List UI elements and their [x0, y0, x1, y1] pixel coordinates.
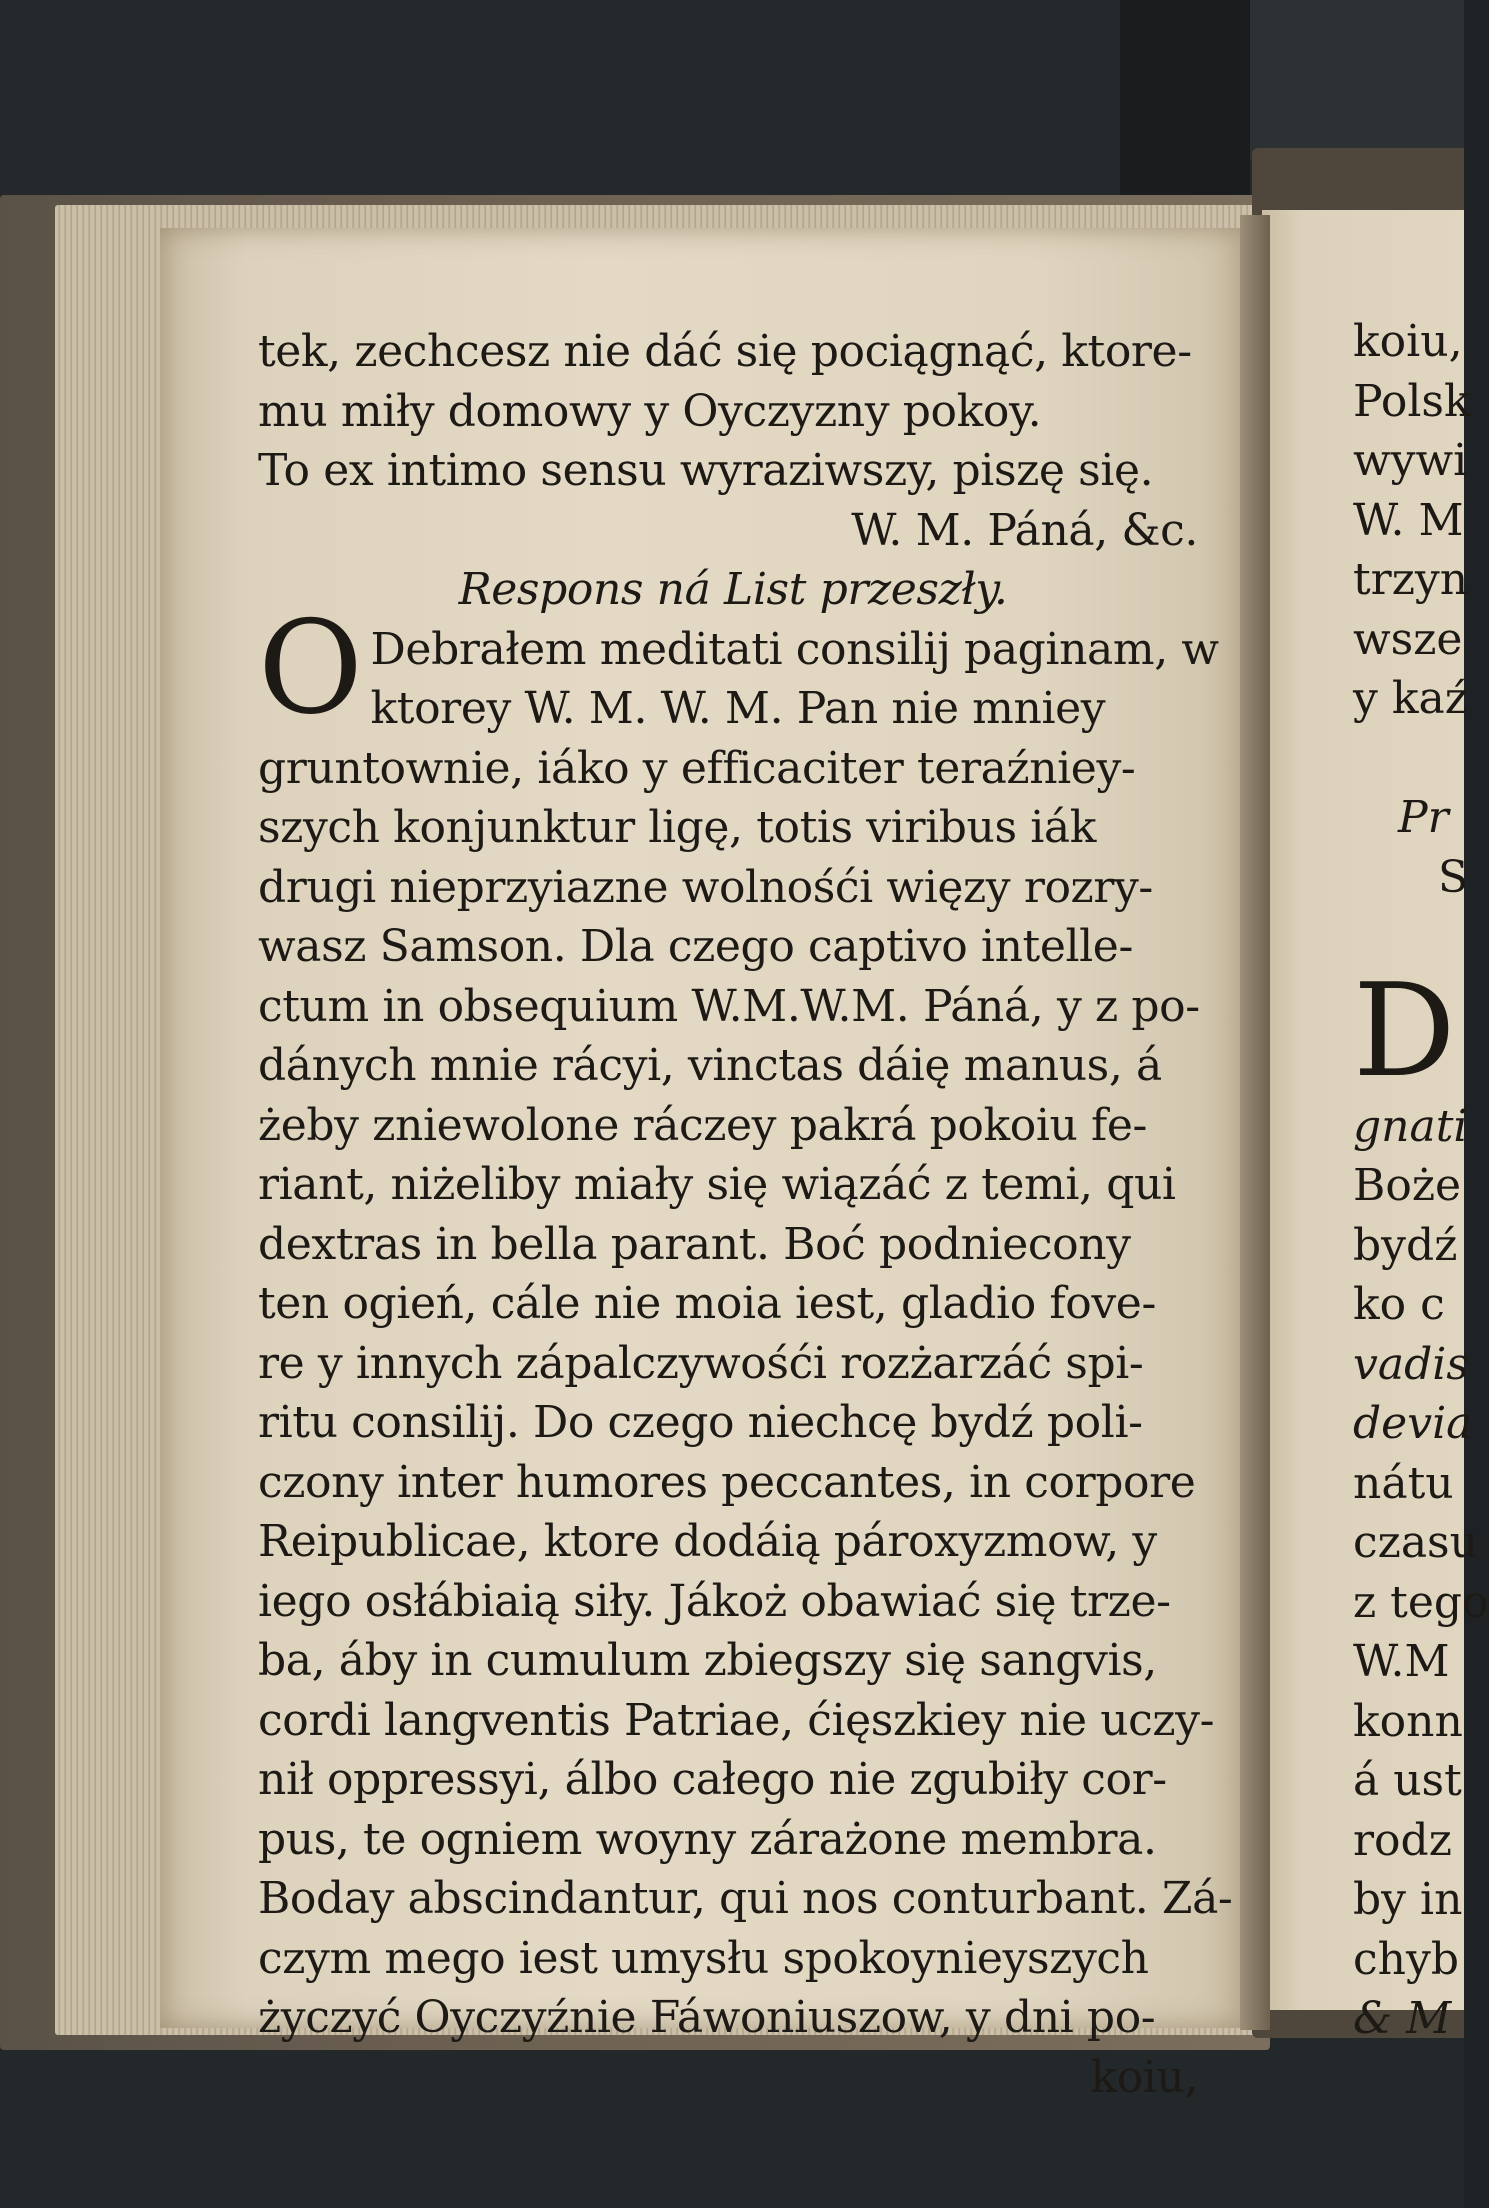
text-line: y kaź [1353, 673, 1468, 724]
text-line: wywi [1353, 435, 1468, 486]
text-line: ktorey W. M. W. M. Pan nie mniey [370, 683, 1106, 734]
drop-cap: O [258, 593, 363, 743]
text-line [1353, 729, 1464, 789]
text-line: cordi langventis Patriae, ćięszkiey nie uczy- [258, 1694, 1215, 1746]
right-page-text [1353, 312, 1489, 2049]
text-line: vadis [1353, 1338, 1469, 1390]
text-line: dánych mnie rácyi, vinctas dáię manus, á [258, 1040, 1162, 1091]
text-line: & M [1353, 1993, 1452, 2044]
text-line: á ust [1353, 1755, 1462, 1806]
text-line: żeby zniewolone ráczey pakrá pokoiu fe- [258, 1099, 1148, 1151]
text-line: wasz Samson. Dla czego captivo intelle- [258, 921, 1133, 972]
text-line: ko c [1353, 1279, 1445, 1330]
text-line: ctum in obsequium W.M.W.M. Páná, y z po- [258, 980, 1200, 1032]
background-strip [1120, 0, 1250, 210]
text-line: czasu [1353, 1517, 1478, 1568]
text-line: pus, te ogniem woyny zárażone membra. [258, 1813, 1157, 1865]
text-line: To ex intimo sensu wyraziwszy, piszę się. [258, 445, 1154, 496]
text-line: Pr [1398, 792, 1449, 843]
text-line: W.M [1353, 1636, 1450, 1687]
text-line: re y innych zápalczywośći rozżarzáć spi- [258, 1337, 1144, 1389]
text-line: mu miły domowy y Oyczyzny pokoy. [258, 385, 1042, 437]
text-line: ba, áby in cumulum zbiegszy się sangvis, [258, 1635, 1157, 1686]
text-line: riant, niżeliby miały się wiązáć z temi, qui [258, 1159, 1176, 1210]
text-line: życzyć Oyczyźnie Fáwoniuszow, y dni po- [258, 1992, 1156, 2043]
text-line: dextras in bella parant. Boć podniecony [258, 1218, 1131, 1270]
text-line: nátu [1353, 1457, 1454, 1509]
text-line: Reipublicae, ktore dodáią pároxyzmow, y [258, 1516, 1157, 1567]
book-gutter [1240, 215, 1270, 2030]
text-line: gnati [1353, 1100, 1468, 1152]
section-heading: Respons ná List przeszły. [458, 564, 1008, 615]
text-line: szych konjunktur ligę, totis viribus iák [258, 802, 1096, 853]
text-line: bydź [1353, 1219, 1458, 1271]
text-line: nił oppressyi, álbo całego nie zgubiły cor- [258, 1754, 1167, 1805]
signature-line: W. M. Páná, &c. [851, 504, 1198, 556]
text-line: konn [1353, 1695, 1463, 1747]
text-line: Boże [1353, 1160, 1462, 1211]
text-line: ten ogień, cále nie moia iest, gladio fove- [258, 1278, 1156, 1329]
text-line: Polsk [1353, 375, 1471, 427]
text-line: gruntownie, iáko y efficaciter teraźniey- [258, 742, 1136, 794]
text-line: devia [1353, 1398, 1473, 1449]
text-line: wsze [1353, 613, 1463, 665]
text-line: iego osłábiaią siły. Jákoż obawiać się trze- [258, 1575, 1171, 1627]
text-line: rodz [1353, 1814, 1452, 1866]
text-line: by in [1353, 1874, 1463, 1925]
text-line: tek, zechcesz nie dáć się pociągnąć, ktore- [258, 326, 1192, 377]
left-page-text [258, 322, 1233, 2107]
text-line: chyb [1353, 1933, 1460, 1985]
text-line: koiu, [1353, 316, 1463, 367]
text-line: czym mego iest umysłu spokoynieyszych [258, 1932, 1149, 1984]
catchword: koiu, [1090, 2051, 1198, 2103]
text-line: czony inter humores peccantes, in corpore [258, 1456, 1196, 1508]
text-line: Boday abscindantur, qui nos conturbant. Zá- [258, 1873, 1233, 1924]
text-line: z tego [1353, 1576, 1489, 1628]
text-line: drugi nieprzyiazne wolnośći więzy rozry- [258, 861, 1153, 913]
text-line: S [1438, 851, 1469, 903]
text-line: W. M [1353, 494, 1464, 546]
drop-cap: D [1353, 956, 1456, 1106]
text-line-content: Debrałem meditati consilij paginam, w [370, 623, 1219, 675]
background-top-right [1250, 0, 1464, 160]
text-line: ritu consilij. Do czego niechcę bydź poli- [258, 1397, 1143, 1448]
text-line: trzyn [1353, 554, 1469, 605]
